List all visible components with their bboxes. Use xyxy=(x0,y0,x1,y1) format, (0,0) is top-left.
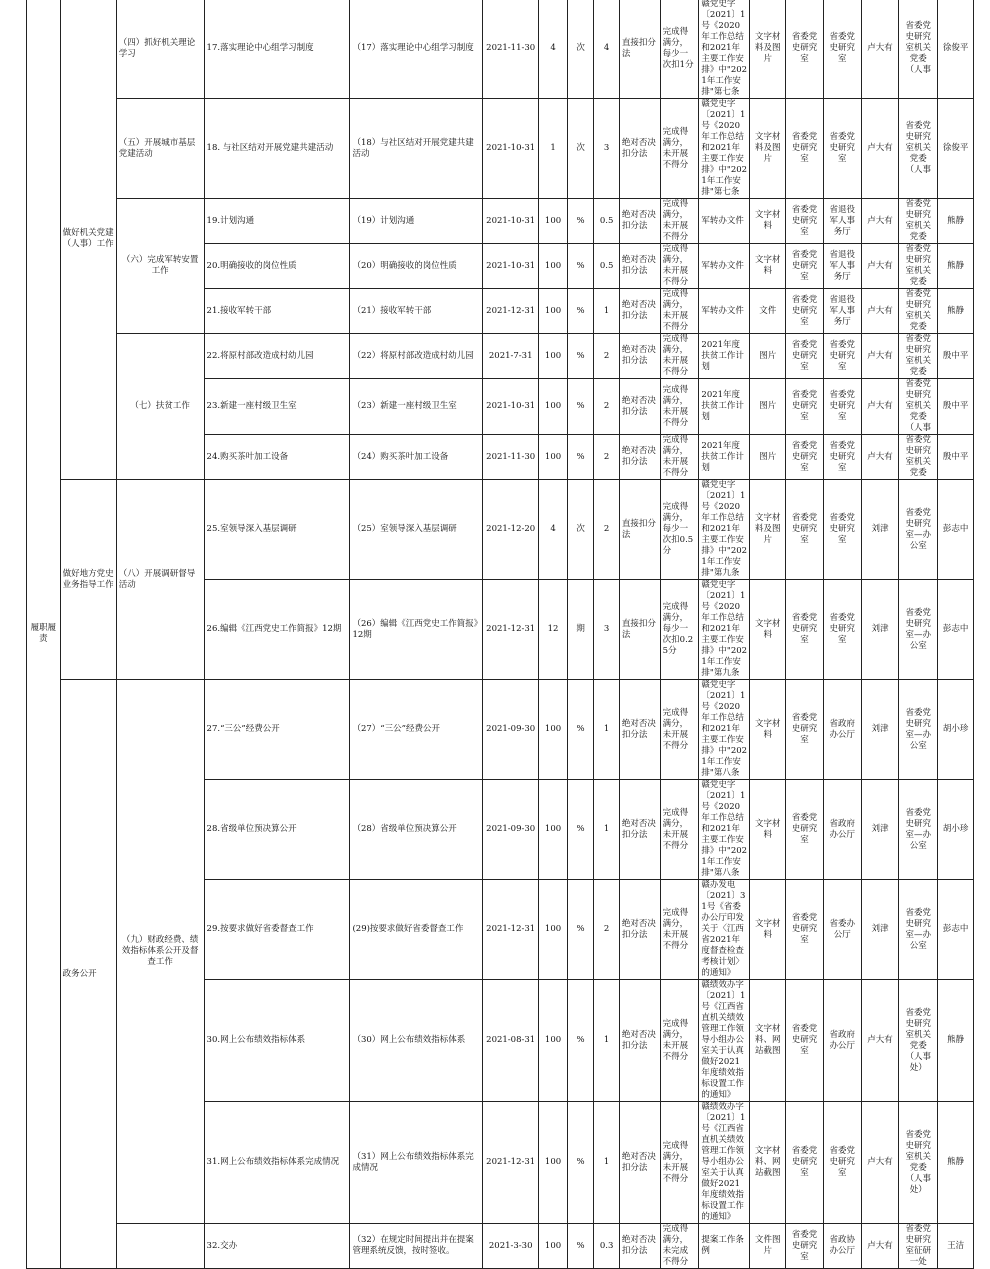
weight-cell: 0.5 xyxy=(594,244,620,289)
responsible-dept-cell: 省委党史研究室机关党委（人事 xyxy=(899,379,938,435)
unit-cell: 次 xyxy=(567,480,594,580)
indicator-item-cell: 28.省级单位预决算公开 xyxy=(204,780,350,880)
basis-doc-cell: 军转办文件 xyxy=(699,199,750,244)
table-row xyxy=(27,99,974,199)
scoring-method-cell: 直接扣分法 xyxy=(619,0,660,99)
target-cell: （22）将原村部改造成村幼儿园 xyxy=(350,334,483,379)
target-value-cell: 4 xyxy=(539,480,568,580)
leader-cell: 刘津 xyxy=(861,580,899,680)
weight-cell: 2 xyxy=(594,379,620,435)
owner-cell: 胡小珍 xyxy=(938,780,974,880)
unit-cell: % xyxy=(567,780,594,880)
deadline-cell: 2021-08-31 xyxy=(483,980,539,1102)
owner-cell: 熊静 xyxy=(938,980,974,1102)
target-cell: （30）网上公布绩效指标体系 xyxy=(350,980,483,1102)
assessing-unit-cell: 省政协办公厅 xyxy=(823,1224,861,1269)
basis-doc-cell: 赣党史字〔2021〕1号《2020年工作总结和2021年主要工作安排》中"2021年工作安排"第八条 xyxy=(699,780,750,880)
table-row xyxy=(27,480,974,580)
weight-cell: 2 xyxy=(594,480,620,580)
evidence-form-cell: 文字材料及图片 xyxy=(750,99,786,199)
scoring-rule-cell: 完成得满分，每少一次扣0.25分 xyxy=(660,580,699,680)
lead-unit-cell: 省委党史研究室 xyxy=(786,880,824,980)
basis-doc-cell: 赣党史字〔2021〕1号《2020年工作总结和2021年主要工作安排》中"2021年工作安排"第七条 xyxy=(699,0,750,99)
scoring-rule-cell: 完成得满分，未开展不得分 xyxy=(660,880,699,980)
scoring-method-cell: 直接扣分法 xyxy=(619,480,660,580)
responsible-dept-cell: 省委党史研究室—办公室 xyxy=(899,480,938,580)
target-value-cell: 100 xyxy=(539,244,568,289)
weight-cell: 1 xyxy=(594,980,620,1102)
lead-unit-cell: 省委党史研究室 xyxy=(786,289,824,334)
unit-cell: 次 xyxy=(567,0,594,99)
basis-doc-cell: 赣党史字〔2021〕1号《2020年工作总结和2021年主要工作安排》中"2021年工作安排"第九条 xyxy=(699,580,750,680)
target-value-cell: 100 xyxy=(539,435,568,480)
deadline-cell: 2021-10-31 xyxy=(483,379,539,435)
lead-unit-cell: 省委党史研究室 xyxy=(786,99,824,199)
responsible-dept-cell: 省委党史研究室—办公室 xyxy=(899,880,938,980)
target-value-cell: 4 xyxy=(539,0,568,99)
owner-cell: 彭志中 xyxy=(938,480,974,580)
responsible-dept-cell: 省委党史研究室—办公室 xyxy=(899,680,938,780)
unit-cell: % xyxy=(567,379,594,435)
leader-cell: 卢大有 xyxy=(861,1102,899,1224)
responsible-dept-cell: 省委党史研究室机关党委（人事处） xyxy=(899,980,938,1102)
target-cell: （20）明确接收的岗位性质 xyxy=(350,244,483,289)
target-cell: （31）网上公布绩效指标体系完成情况 xyxy=(350,1102,483,1224)
deadline-cell: 2021-3-30 xyxy=(483,1224,539,1269)
scoring-rule-cell: 完成得满分，未开展不得分 xyxy=(660,334,699,379)
leader-cell: 卢大有 xyxy=(861,99,899,199)
weight-cell: 1 xyxy=(594,780,620,880)
scoring-method-cell: 绝对否决扣分法 xyxy=(619,334,660,379)
assessing-unit-cell: 省委党史研究室 xyxy=(823,379,861,435)
evidence-form-cell: 文字材料及图片 xyxy=(750,480,786,580)
lead-unit-cell: 省委党史研究室 xyxy=(786,580,824,680)
lead-unit-cell: 省委党史研究室 xyxy=(786,1102,824,1224)
assessing-unit-cell: 省政府办公厅 xyxy=(823,780,861,880)
target-value-cell: 100 xyxy=(539,379,568,435)
unit-cell: % xyxy=(567,244,594,289)
lead-unit-cell: 省委党史研究室 xyxy=(786,334,824,379)
level1-cell: 做好机关党建（人事）工作 xyxy=(60,0,116,480)
table-body xyxy=(27,0,974,1269)
leader-cell: 刘津 xyxy=(861,780,899,880)
basis-doc-cell: 提案工作条例 xyxy=(699,1224,750,1269)
responsible-dept-cell: 省委党史研究室机关党委 xyxy=(899,289,938,334)
indicator-item-cell: 25.室领导深入基层调研 xyxy=(204,480,350,580)
evidence-form-cell: 文件 xyxy=(750,289,786,334)
lead-unit-cell: 省委党史研究室 xyxy=(786,0,824,99)
leader-cell: 卢大有 xyxy=(861,435,899,480)
assessing-unit-cell: 省委党史研究室 xyxy=(823,0,861,99)
deadline-cell: 2021-10-31 xyxy=(483,244,539,289)
target-value-cell: 100 xyxy=(539,199,568,244)
lead-unit-cell: 省委党史研究室 xyxy=(786,379,824,435)
indicator-item-cell: 32.交办 xyxy=(204,1224,350,1269)
unit-cell: % xyxy=(567,880,594,980)
assessing-unit-cell: 省委党史研究室 xyxy=(823,99,861,199)
deadline-cell: 2021-11-30 xyxy=(483,435,539,480)
unit-cell: % xyxy=(567,1102,594,1224)
assessing-unit-cell: 省政府办公厅 xyxy=(823,680,861,780)
level2-cell: （九）财政经费、绩效指标体系公开及督查工作 xyxy=(116,680,204,1224)
owner-cell: 熊静 xyxy=(938,244,974,289)
evidence-form-cell: 文字材料 xyxy=(750,580,786,680)
unit-cell: % xyxy=(567,980,594,1102)
scoring-rule-cell: 完成得满分，未完成不得分 xyxy=(660,1224,699,1269)
unit-cell: % xyxy=(567,289,594,334)
indicator-item-cell: 22.将原村部改造成村幼儿园 xyxy=(204,334,350,379)
weight-cell: 0.5 xyxy=(594,199,620,244)
leader-cell: 卢大有 xyxy=(861,980,899,1102)
indicator-item-cell: 23.新建一座村级卫生室 xyxy=(204,379,350,435)
target-value-cell: 100 xyxy=(539,289,568,334)
lead-unit-cell: 省委党史研究室 xyxy=(786,244,824,289)
level2-cell: （八）开展调研督导活动 xyxy=(116,480,204,680)
deadline-cell: 2021-12-20 xyxy=(483,480,539,580)
scoring-rule-cell: 完成得满分，未开展不得分 xyxy=(660,99,699,199)
assessing-unit-cell: 省退役军人事务厅 xyxy=(823,289,861,334)
target-cell: （21）接收军转干部 xyxy=(350,289,483,334)
owner-cell: 熊静 xyxy=(938,199,974,244)
target-value-cell: 100 xyxy=(539,980,568,1102)
responsible-dept-cell: 省委党史研究室机关党委（人事 xyxy=(899,99,938,199)
scoring-method-cell: 直接扣分法 xyxy=(619,580,660,680)
responsible-dept-cell: 省委党史研究室机关党委 xyxy=(899,199,938,244)
owner-cell: 彭志中 xyxy=(938,580,974,680)
indicator-item-cell: 31.网上公布绩效指标体系完成情况 xyxy=(204,1102,350,1224)
scoring-method-cell: 绝对否决扣分法 xyxy=(619,435,660,480)
scoring-rule-cell: 完成得满分，未开展不得分 xyxy=(660,980,699,1102)
owner-cell: 彭志中 xyxy=(938,880,974,980)
responsible-dept-cell: 省委党史研究室机关党委 xyxy=(899,244,938,289)
target-value-cell: 100 xyxy=(539,1102,568,1224)
scoring-method-cell: 绝对否决扣分法 xyxy=(619,1224,660,1269)
indicator-item-cell: 20.明确接收的岗位性质 xyxy=(204,244,350,289)
evidence-form-cell: 图片 xyxy=(750,435,786,480)
target-value-cell: 1 xyxy=(539,99,568,199)
deadline-cell: 2021-09-30 xyxy=(483,780,539,880)
unit-cell: % xyxy=(567,680,594,780)
target-value-cell: 100 xyxy=(539,1224,568,1269)
deadline-cell: 2021-12-31 xyxy=(483,580,539,680)
evidence-form-cell: 文字材料 xyxy=(750,244,786,289)
deadline-cell: 2021-10-31 xyxy=(483,99,539,199)
scoring-rule-cell: 完成得满分，未开展不得分 xyxy=(660,780,699,880)
responsible-dept-cell: 省委党史研究室—办公室 xyxy=(899,780,938,880)
basis-doc-cell: 赣党史字〔2021〕1号《2020年工作总结和2021年主要工作安排》中"2021年工作安排"第七条 xyxy=(699,99,750,199)
unit-cell: 次 xyxy=(567,99,594,199)
target-value-cell: 100 xyxy=(539,680,568,780)
table-row xyxy=(27,680,974,780)
assessing-unit-cell: 省委党史研究室 xyxy=(823,1102,861,1224)
evidence-form-cell: 文字材料 xyxy=(750,680,786,780)
scoring-rule-cell: 完成得满分，未开展不得分 xyxy=(660,379,699,435)
target-cell: （26）编辑《江西党史工作简报》12期 xyxy=(350,580,483,680)
evidence-form-cell: 文字材料、网站截图 xyxy=(750,980,786,1102)
evidence-form-cell: 文字材料 xyxy=(750,780,786,880)
scoring-rule-cell: 完成得满分，未开展不得分 xyxy=(660,1102,699,1224)
target-value-cell: 12 xyxy=(539,580,568,680)
owner-cell: 殷中平 xyxy=(938,435,974,480)
leader-cell: 卢大有 xyxy=(861,199,899,244)
indicator-item-cell: 24.购买茶叶加工设备 xyxy=(204,435,350,480)
leader-cell: 卢大有 xyxy=(861,1224,899,1269)
indicator-item-cell: 17.落实理论中心组学习制度 xyxy=(204,0,350,99)
owner-cell: 王洁 xyxy=(938,1224,974,1269)
evidence-form-cell: 文字材料 xyxy=(750,199,786,244)
level2-cell: （七）扶贫工作 xyxy=(116,334,204,480)
scoring-method-cell: 绝对否决扣分法 xyxy=(619,289,660,334)
table-row xyxy=(27,0,974,99)
owner-cell: 胡小珍 xyxy=(938,680,974,780)
weight-cell: 3 xyxy=(594,580,620,680)
deadline-cell: 2021-12-31 xyxy=(483,289,539,334)
evidence-form-cell: 文字材料及图片 xyxy=(750,0,786,99)
basis-doc-cell: 2021年度扶贫工作计划 xyxy=(699,379,750,435)
target-cell: （25）室领导深入基层调研 xyxy=(350,480,483,580)
lead-unit-cell: 省委党史研究室 xyxy=(786,199,824,244)
indicator-item-cell: 18. 与社区结对开展党建共建活动 xyxy=(204,99,350,199)
level2-cell xyxy=(116,1224,204,1269)
basis-doc-cell: 赣党史字〔2021〕1号《2020年工作总结和2021年主要工作安排》中"2021年工作安排"第九条 xyxy=(699,480,750,580)
scoring-method-cell: 绝对否决扣分法 xyxy=(619,99,660,199)
owner-cell: 殷中平 xyxy=(938,379,974,435)
leader-cell: 刘津 xyxy=(861,680,899,780)
scoring-method-cell: 绝对否决扣分法 xyxy=(619,780,660,880)
unit-cell: % xyxy=(567,1224,594,1269)
leader-cell: 卢大有 xyxy=(861,244,899,289)
leader-cell: 卢大有 xyxy=(861,379,899,435)
target-cell: （27）“三公”经费公开 xyxy=(350,680,483,780)
unit-cell: 期 xyxy=(567,580,594,680)
evidence-form-cell: 文件图片 xyxy=(750,1224,786,1269)
scoring-method-cell: 绝对否决扣分法 xyxy=(619,680,660,780)
weight-cell: 2 xyxy=(594,880,620,980)
deadline-cell: 2021-10-31 xyxy=(483,199,539,244)
indicator-item-cell: 27.“三公”经费公开 xyxy=(204,680,350,780)
assessing-unit-cell: 省退役军人事务厅 xyxy=(823,244,861,289)
lead-unit-cell: 省委党史研究室 xyxy=(786,1224,824,1269)
scoring-method-cell: 绝对否决扣分法 xyxy=(619,880,660,980)
leader-cell: 卢大有 xyxy=(861,289,899,334)
unit-cell: % xyxy=(567,334,594,379)
indicator-item-cell: 19.计划沟通 xyxy=(204,199,350,244)
deadline-cell: 2021-09-30 xyxy=(483,680,539,780)
leader-cell: 卢大有 xyxy=(861,0,899,99)
evidence-form-cell: 文字材料、网站截图 xyxy=(750,1102,786,1224)
assessing-unit-cell: 省委党史研究室 xyxy=(823,334,861,379)
owner-cell: 殷中平 xyxy=(938,334,974,379)
deadline-cell: 2021-12-31 xyxy=(483,880,539,980)
target-cell: (29)按要求做好省委督查工作 xyxy=(350,880,483,980)
target-value-cell: 100 xyxy=(539,334,568,379)
leader-cell: 刘津 xyxy=(861,480,899,580)
target-cell: （32）在规定时间提出并在提案管理系统反馈，按时签收。 xyxy=(350,1224,483,1269)
indicator-item-cell: 29.按要求做好省委督查工作 xyxy=(204,880,350,980)
scoring-rule-cell: 完成得满分，每少一次扣1分 xyxy=(660,0,699,99)
target-cell: （24）购买茶叶加工设备 xyxy=(350,435,483,480)
table-row xyxy=(27,334,974,379)
indicator-item-cell: 26.编辑《江西党史工作简报》12期 xyxy=(204,580,350,680)
deadline-cell: 2021-7-31 xyxy=(483,334,539,379)
basis-doc-cell: 军转办文件 xyxy=(699,244,750,289)
table-row xyxy=(27,199,974,244)
basis-doc-cell: 2021年度扶贫工作计划 xyxy=(699,334,750,379)
assessing-unit-cell: 省退役军人事务厅 xyxy=(823,199,861,244)
responsible-dept-cell: 省委党史研究室征研一处 xyxy=(899,1224,938,1269)
lead-unit-cell: 省委党史研究室 xyxy=(786,435,824,480)
basis-doc-cell: 2021年度扶贫工作计划 xyxy=(699,435,750,480)
target-value-cell: 100 xyxy=(539,780,568,880)
target-cell: （17）落实理论中心组学习制度 xyxy=(350,0,483,99)
weight-cell: 1 xyxy=(594,1102,620,1224)
assessing-unit-cell: 省委党史研究室 xyxy=(823,435,861,480)
assessing-unit-cell: 省政府办公厅 xyxy=(823,980,861,1102)
indicator-item-cell: 21.接收军转干部 xyxy=(204,289,350,334)
level1-cell: 履职履责 xyxy=(27,0,61,1269)
owner-cell: 熊静 xyxy=(938,1102,974,1224)
level2-cell: （六）完成军转安置工作 xyxy=(116,199,204,334)
level2-cell: （五）开展城市基层党建活动 xyxy=(116,99,204,199)
basis-doc-cell: 赣绩效办字〔2021〕1号《江西省直机关绩效管理工作领导小组办公室关于认真做好2021年度绩效指标设置工作的通知》 xyxy=(699,980,750,1102)
scoring-rule-cell: 完成得满分，未开展不得分 xyxy=(660,680,699,780)
scoring-method-cell: 绝对否决扣分法 xyxy=(619,244,660,289)
target-cell: （18）与社区结对开展党建共建活动 xyxy=(350,99,483,199)
owner-cell: 熊静 xyxy=(938,289,974,334)
table-row xyxy=(27,1224,974,1269)
assessing-unit-cell: 省委党史研究室 xyxy=(823,580,861,680)
deadline-cell: 2021-12-31 xyxy=(483,1102,539,1224)
scoring-rule-cell: 完成得满分，未开展不得分 xyxy=(660,199,699,244)
lead-unit-cell: 省委党史研究室 xyxy=(786,780,824,880)
scoring-method-cell: 绝对否决扣分法 xyxy=(619,1102,660,1224)
assessing-unit-cell: 省委党史研究室 xyxy=(823,480,861,580)
basis-doc-cell: 赣绩效办字〔2021〕1号《江西省直机关绩效管理工作领导小组办公室关于认真做好2021年度绩效指标设置工作的通知》 xyxy=(699,1102,750,1224)
owner-cell: 徐俊平 xyxy=(938,0,974,99)
deadline-cell: 2021-11-30 xyxy=(483,0,539,99)
scoring-rule-cell: 完成得满分，每少一次扣0.5分 xyxy=(660,480,699,580)
scoring-rule-cell: 完成得满分，未开展不得分 xyxy=(660,244,699,289)
basis-doc-cell: 赣党史字〔2021〕1号《2020年工作总结和2021年主要工作安排》中"2021年工作安排"第八条 xyxy=(699,680,750,780)
target-cell: （19）计划沟通 xyxy=(350,199,483,244)
target-cell: （23）新建一座村级卫生室 xyxy=(350,379,483,435)
unit-cell: % xyxy=(567,435,594,480)
basis-doc-cell: 赣办发电〔2021〕31号《省委办公厅印发关于〈江西省2021年度督查检查考核计划〉的通知》 xyxy=(699,880,750,980)
leader-cell: 卢大有 xyxy=(861,334,899,379)
weight-cell: 4 xyxy=(594,0,620,99)
weight-cell: 2 xyxy=(594,435,620,480)
lead-unit-cell: 省委党史研究室 xyxy=(786,480,824,580)
scoring-method-cell: 绝对否决扣分法 xyxy=(619,980,660,1102)
scoring-method-cell: 绝对否决扣分法 xyxy=(619,379,660,435)
evidence-form-cell: 图片 xyxy=(750,334,786,379)
weight-cell: 3 xyxy=(594,99,620,199)
level2-cell: （四）抓好机关理论学习 xyxy=(116,0,204,99)
responsible-dept-cell: 省委党史研究室机关党委（人事处） xyxy=(899,1102,938,1224)
indicator-table xyxy=(26,0,974,1269)
lead-unit-cell: 省委党史研究室 xyxy=(786,680,824,780)
basis-doc-cell: 军转办文件 xyxy=(699,289,750,334)
assessing-unit-cell: 省委办公厅 xyxy=(823,880,861,980)
scoring-rule-cell: 完成得满分，未开展不得分 xyxy=(660,289,699,334)
owner-cell: 徐俊平 xyxy=(938,99,974,199)
lead-unit-cell: 省委党史研究室 xyxy=(786,980,824,1102)
responsible-dept-cell: 省委党史研究室机关党委 xyxy=(899,334,938,379)
evidence-form-cell: 文字材料 xyxy=(750,880,786,980)
scoring-method-cell: 绝对否决扣分法 xyxy=(619,199,660,244)
weight-cell: 1 xyxy=(594,680,620,780)
target-value-cell: 100 xyxy=(539,880,568,980)
weight-cell: 2 xyxy=(594,334,620,379)
weight-cell: 0.3 xyxy=(594,1224,620,1269)
scoring-rule-cell: 完成得满分，未开展不得分 xyxy=(660,435,699,480)
weight-cell: 1 xyxy=(594,289,620,334)
level1-cell: 做好地方党史业务指导工作 xyxy=(60,480,116,680)
responsible-dept-cell: 省委党史研究室机关党委 xyxy=(899,435,938,480)
indicator-item-cell: 30.网上公布绩效指标体系 xyxy=(204,980,350,1102)
leader-cell: 刘津 xyxy=(861,880,899,980)
target-cell: （28）省级单位预决算公开 xyxy=(350,780,483,880)
evidence-form-cell: 图片 xyxy=(750,379,786,435)
unit-cell: % xyxy=(567,199,594,244)
responsible-dept-cell: 省委党史研究室—办公室 xyxy=(899,580,938,680)
responsible-dept-cell: 省委党史研究室机关党委（人事 xyxy=(899,0,938,99)
level1-cell: 政务公开 xyxy=(60,680,116,1269)
